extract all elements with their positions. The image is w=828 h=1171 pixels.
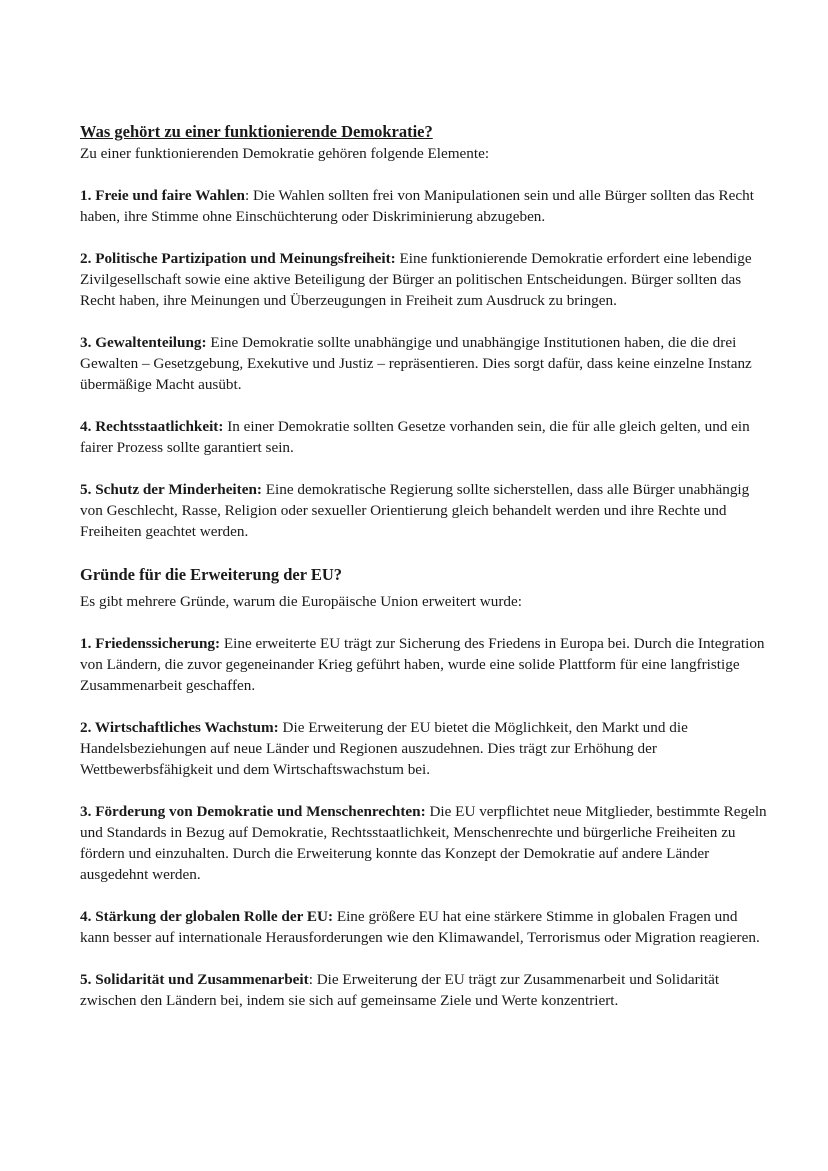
item-text: Die EU verpflichtet neue Mitglieder, bestimmte Regeln und Standards in Bezug auf Demokratie, Rechtsstaatlichkeit, Menschenrechte und bürgerliche Freiheiten zu fördern und einzuhalten. Durch die Erweiterung konnte das Konzept der Demokratie auf andere Länder ausgedehnt werden. [80, 803, 767, 883]
list-item [80, 906, 768, 948]
section-title-democracy: Was gehört zu einer funktionierende Demokratie? [80, 122, 433, 141]
section-democracy [80, 121, 768, 542]
list-item [80, 248, 768, 311]
item-label: 2. Politische Partizipation und Meinungsfreiheit: [80, 250, 396, 267]
item-label: 5. Solidarität und Zusammenarbeit [80, 971, 309, 988]
item-label: 3. Förderung von Demokratie und Menschenrechten: [80, 803, 426, 820]
item-text: In einer Demokratie sollten Gesetze vorhanden sein, die für alle gleich gelten, und ein fairer Prozess sollte garantiert sein. [80, 418, 750, 456]
item-label: 2. Wirtschaftliches Wachstum: [80, 719, 279, 736]
section-title-eu: Gründe für die Erweiterung der EU? [80, 565, 343, 584]
list-item [80, 332, 768, 395]
item-label: 5. Schutz der Minderheiten: [80, 481, 262, 498]
list-item [80, 479, 768, 542]
item-label: 4. Stärkung der globalen Rolle der EU: [80, 908, 334, 925]
list-item [80, 801, 768, 885]
list-item [80, 416, 768, 458]
item-label: 3. Gewaltenteilung: [80, 334, 207, 351]
item-text: Eine größere EU hat eine stärkere Stimme in globalen Fragen und kann besser auf internationale Herausforderungen wie den Klimawandel, Terrorismus oder Migration reagieren. [80, 908, 760, 946]
section-eu-enlargement [80, 564, 768, 1011]
list-item [80, 633, 768, 696]
section-intro-eu: Es gibt mehrere Gründe, warum die Europäische Union erweitert wurde: [80, 593, 522, 610]
list-item [80, 969, 768, 1011]
item-text: Eine funktionierende Demokratie erfordert eine lebendige Zivilgesellschaft sowie eine aktive Beteiligung der Bürger an politischen Entscheidungen. Bürger sollten das Recht haben, ihre Meinungen und Überzeugungen in Freiheit zum Ausdruck zu bringen. [80, 250, 752, 309]
item-label: 1. Freie und faire Wahlen [80, 187, 245, 204]
item-text: Eine Demokratie sollte unabhängige und unabhängige Institutionen haben, die die drei Gewalten – Gesetzgebung, Exekutive und Justiz – repräsentieren. Dies sorgt dafür, dass keine einzelne Instanz übermäßige Macht ausübt. [80, 334, 752, 393]
section-intro-democracy: Zu einer funktionierenden Demokratie gehören folgende Elemente: [80, 145, 490, 162]
item-text: Eine erweiterte EU trägt zur Sicherung des Friedens in Europa bei. Durch die Integration von Ländern, die zuvor gegeneinander Krieg geführt haben, wurde eine solide Plattform für eine langfristige Zusammenarbeit geschaffen. [80, 635, 765, 694]
item-text: : Die Erweiterung der EU trägt zur Zusammenarbeit und Solidarität zwischen den Ländern bei, indem sie sich auf gemeinsame Ziele und Werte konzentriert. [80, 971, 720, 1009]
item-text: Eine demokratische Regierung sollte sicherstellen, dass alle Bürger unabhängig von Geschlecht, Rasse, Religion oder sexueller Orientierung gleich behandelt werden und ihre Rechte und Freiheiten geachtet werden. [80, 481, 750, 540]
item-label: 1. Friedenssicherung: [80, 635, 221, 652]
item-label: 4. Rechtsstaatlichkeit: [80, 418, 224, 435]
list-item [80, 185, 768, 227]
item-text: : Die Wahlen sollten frei von Manipulationen sein und alle Bürger sollten das Recht haben, ihre Stimme ohne Einschüchterung oder Diskriminierung abzugeben. [80, 187, 754, 225]
item-text: Die Erweiterung der EU bietet die Möglichkeit, den Markt und die Handelsbeziehungen auf neue Länder und Regionen auszudehnen. Dies trägt zur Erhöhung der Wettbewerbsfähigkeit und dem Wirtschaftswachstum bei. [80, 719, 688, 778]
list-item [80, 717, 768, 780]
